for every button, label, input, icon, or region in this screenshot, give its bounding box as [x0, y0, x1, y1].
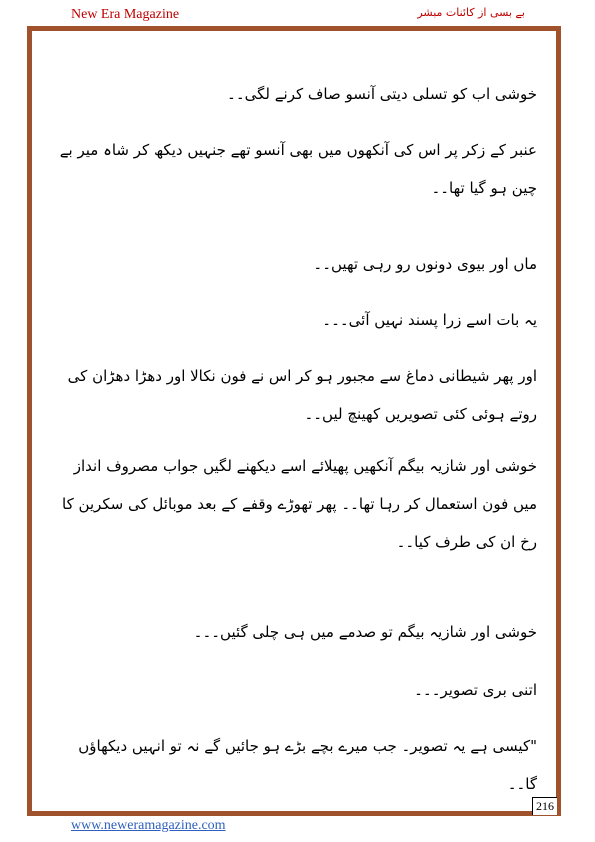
- paragraph: عنبر کے زکر پر اس کی آنکھوں میں بھی آنسو تھے جنہیں دیکھ کر شاہ میر بے چین ہو گیا تھا۔۔: [59, 141, 537, 197]
- magazine-name: New Era Magazine: [71, 7, 180, 22]
- paragraph: خوشی اب کو تسلی دیتی آنسو صاف کرنے لگی۔۔: [227, 85, 537, 103]
- paragraph: خوشی اور شازیہ بیگم تو صدمے میں ہی چلی گئیں۔۔۔: [193, 623, 537, 641]
- paragraph: خوشی اور شازیہ بیگم آنکھیں پھیلائے اسے دیکھنے لگیں جواب مصروف انداز میں فون استعمال کر رہا تھا۔۔ پھر تھوڑے وقفے کے بعد موبائل کی سکرین کا رخ ان کی طرف کیا۔۔: [62, 457, 537, 551]
- story-title: بے بسی از کائنات مبشر: [417, 6, 525, 19]
- page-number: 216: [532, 797, 557, 815]
- website-link[interactable]: www.neweramagazine.com: [71, 818, 226, 833]
- paragraph: اور پھر شیطانی دماغ سے مجبور ہو کر اس نے فون نکالا اور دھڑا دھڑان کی روتے ہوئی کئی تصویریں کھینچ لیں۔۔: [67, 367, 537, 423]
- paragraph: ماں اور بیوی دونوں رو رہی تھیں۔۔: [313, 255, 537, 273]
- paragraph: "کیسی ہے یہ تصویر۔ جب میرے بچے بڑے ہو جائیں گے نہ تو انہیں دیکھاؤں گا۔۔: [78, 737, 537, 793]
- paragraph: اتنی بری تصویر۔۔۔: [414, 681, 537, 699]
- paragraph: یہ بات اسے زرا پسند نہیں آئی۔۔۔: [322, 311, 537, 329]
